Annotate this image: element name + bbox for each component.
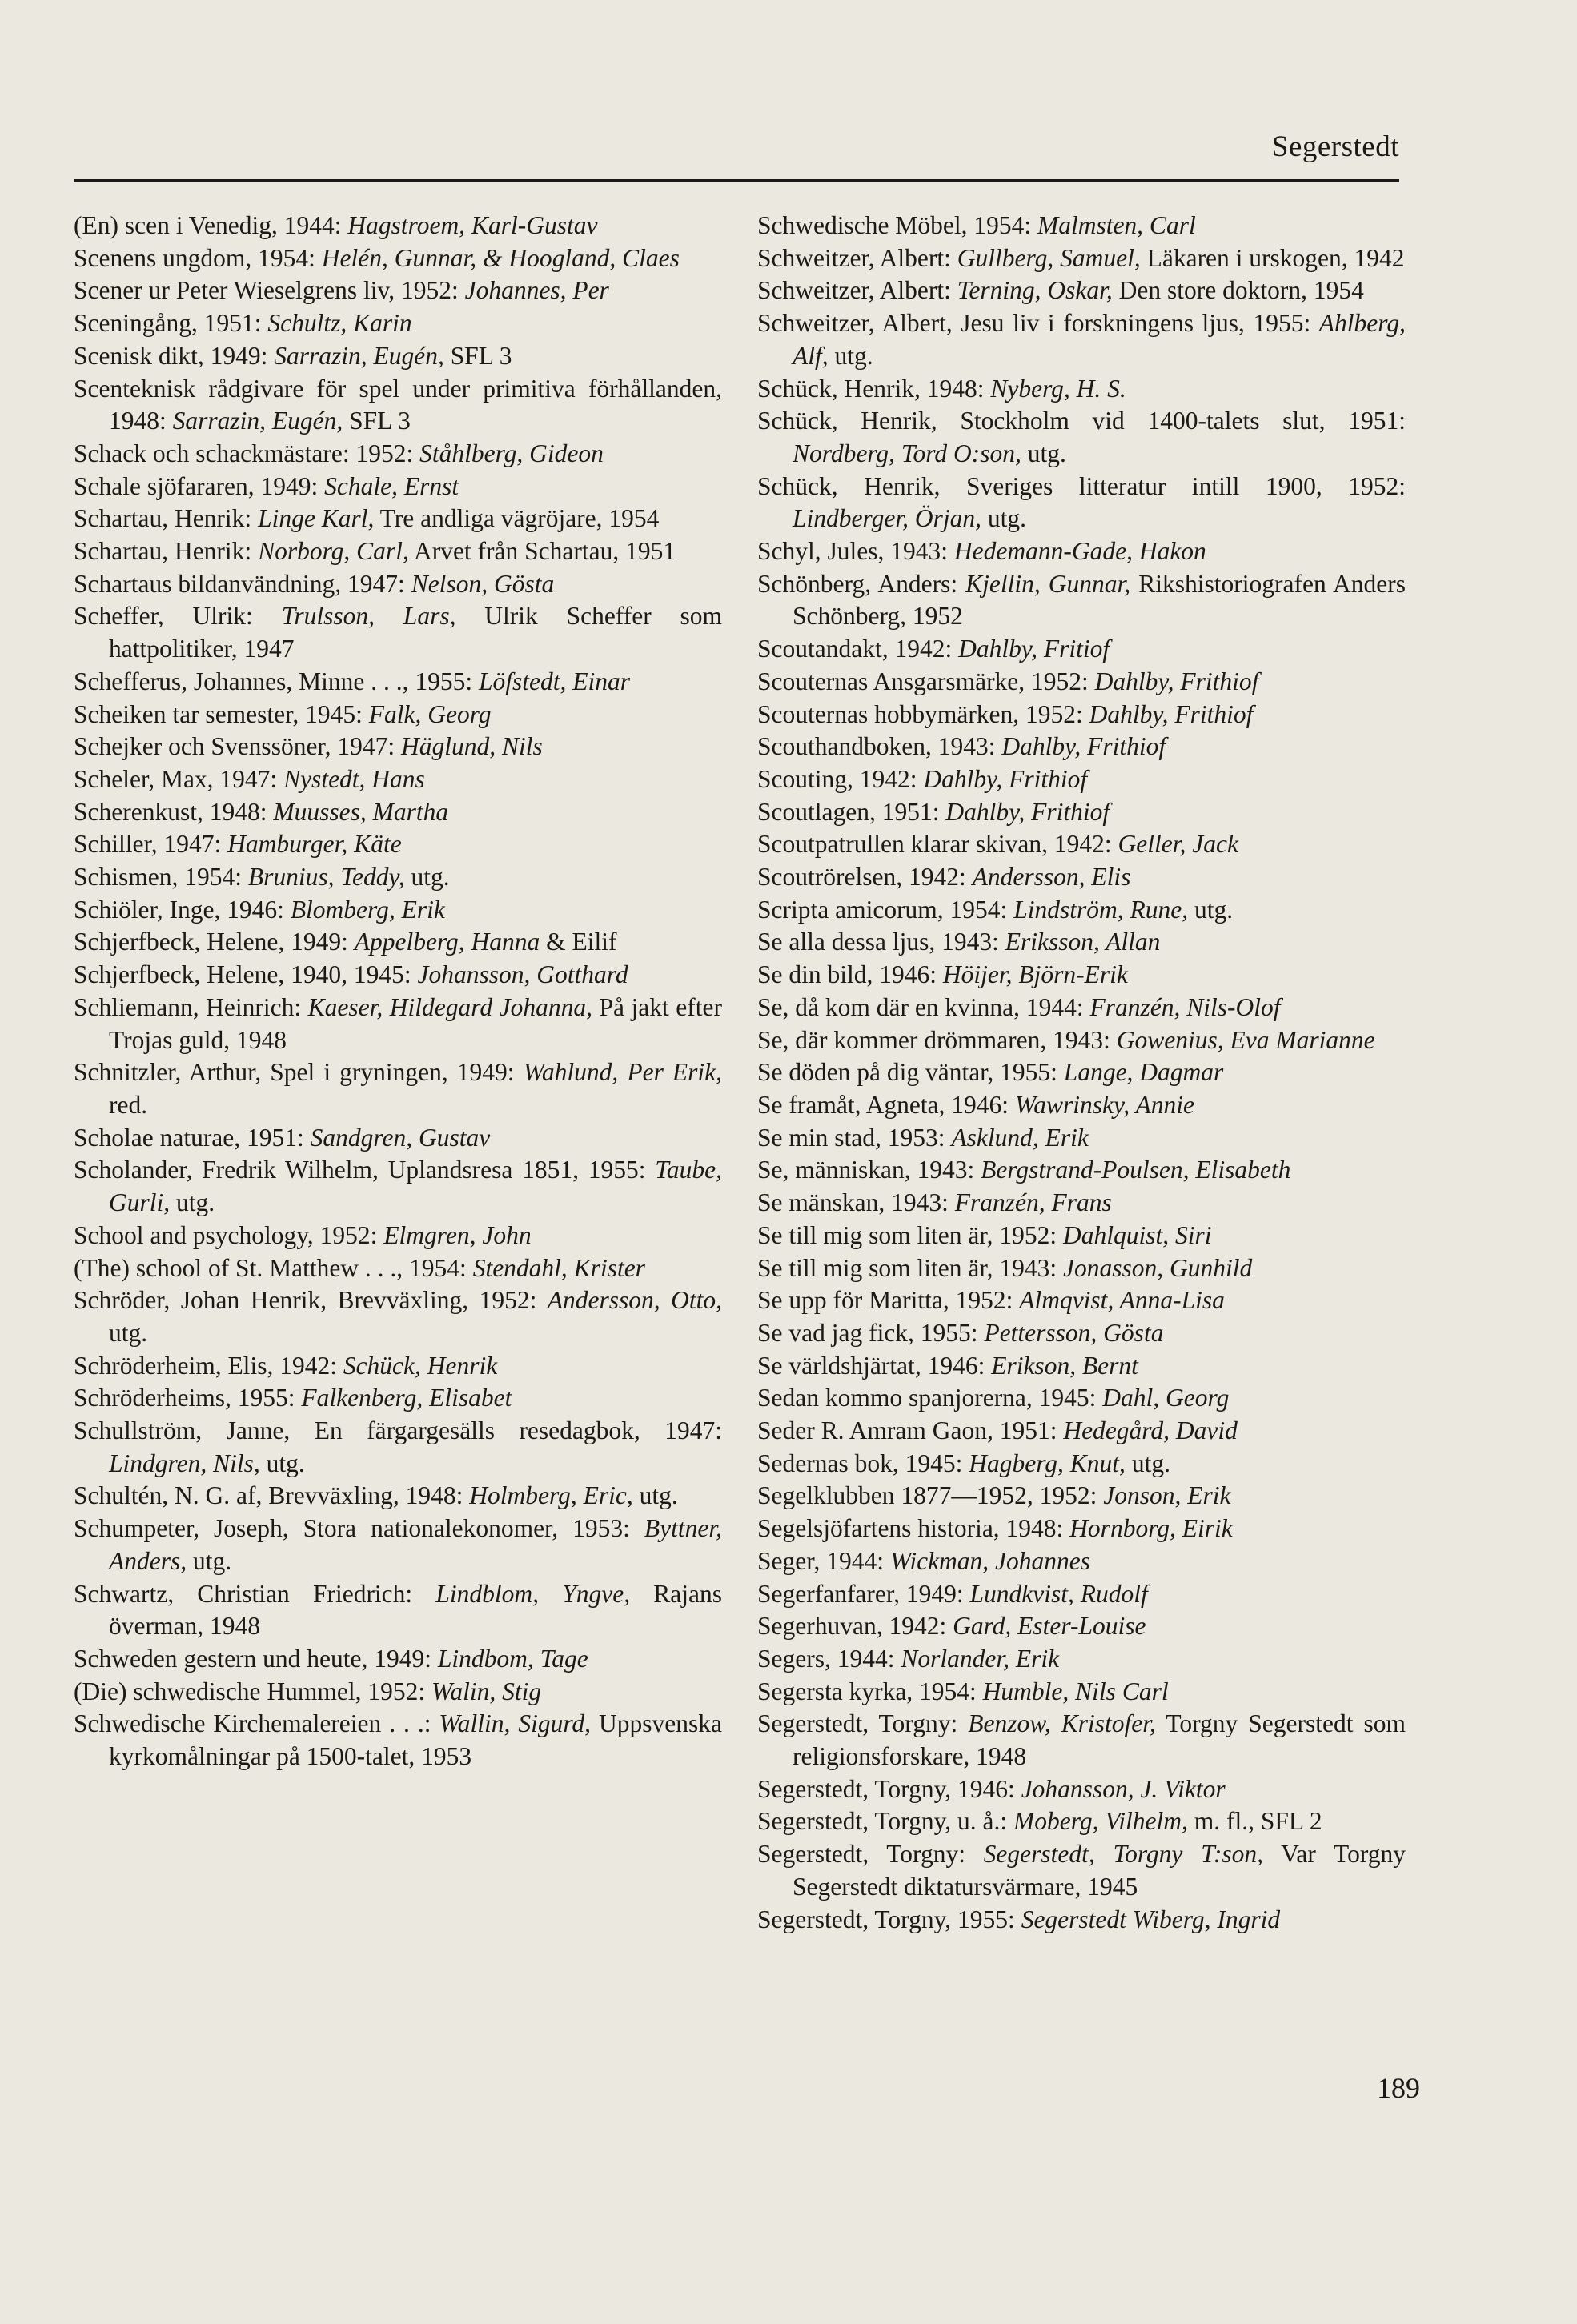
index-entry [74,503,722,535]
entry-author: Lundkvist, Rudolf [969,1579,1148,1608]
entry-title: Scheler, Max, 1947: [74,764,284,793]
entry-title: Sedernas bok, 1945: [757,1448,969,1477]
index-entry [757,274,1406,307]
entry-title: Se mänskan, 1943: [757,1188,955,1217]
entry-title: Scenteknisk rådgivare för spel under primitiva förhållanden, 1948: [74,374,722,435]
index-entry [757,1154,1406,1187]
index-entry [74,1252,722,1285]
entry-author: Gullberg, Samuel, [957,243,1141,272]
entry-author: Holmberg, Eric, [469,1481,633,1510]
entry-author: Almqvist, Anna-Lisa [1019,1286,1225,1315]
entry-note: & Eilif [540,928,617,956]
entry-title: Se alla dessa ljus, 1943: [757,928,1005,956]
entry-author: Walin, Stig [431,1677,542,1705]
index-entry [74,1122,722,1155]
index-entry [757,1448,1406,1481]
index-entry [74,1480,722,1513]
index-entry [757,699,1406,731]
entry-title: Schullström, Janne, En färgargesälls resedagbok, 1947: [74,1416,722,1445]
index-entry [757,1838,1406,1903]
entry-author: Lange, Dagmar [1063,1058,1224,1087]
index-entry [757,568,1406,633]
entry-title: Schröderheims, 1955: [74,1384,302,1412]
entry-author: Blomberg, Erik [290,895,445,924]
entry-author: Dahlby, Frithiof [1001,732,1166,761]
running-head: Segerstedt [1271,130,1399,163]
index-entry [757,1415,1406,1448]
entry-author: Nelson, Gösta [411,569,555,598]
entry-title: Schartau, Henrik: [74,504,259,533]
page-number: 189 [1377,2072,1420,2104]
entry-author: Linge Karl, [258,504,375,533]
entry-title: Schliemann, Heinrich: [74,992,308,1021]
entry-author: Hamburger, Käte [227,830,402,859]
entry-title: Se upp för Maritta, 1952: [757,1286,1020,1315]
index-entry [74,1220,722,1252]
entry-title: Se framåt, Agneta, 1946: [757,1090,1015,1119]
header-rule [74,179,1399,182]
entry-author: Dahlby, Fritiof [958,635,1110,663]
entry-title: Scheiken tar semester, 1945: [74,699,369,728]
index-entry [74,535,722,568]
index-entry [74,796,722,829]
entry-title: Schismen, 1954: [74,863,248,892]
entry-note: Rikshistoriografen Anders Schönberg, 1952 [793,569,1406,631]
index-entry [74,926,722,959]
index-entry [757,1382,1406,1415]
index-entry [757,535,1406,568]
entry-title: Scholander, Fredrik Wilhelm, Uplandsresa 1851, 1955: [74,1156,656,1184]
entry-author: Sandgren, Gustav [310,1123,491,1152]
entry-author: Wawrinsky, Annie [1014,1090,1194,1119]
entry-title: Schwedische Kirchemalereien . . .: [74,1709,439,1738]
entry-author: Ståhlberg, Gideon [419,439,604,467]
entry-author: Franzén, Frans [954,1188,1112,1217]
index-entry [74,894,722,927]
index-entry [74,1676,722,1709]
entry-note: Arvet från Schartau, 1951 [408,537,676,566]
entry-title: Schyl, Jules, 1943: [757,537,954,566]
entry-note: Ulrik Scheffer som hattpolitiker, 1947 [109,602,722,663]
entry-title: Segerstedt, Torgny, 1955: [757,1905,1021,1933]
index-entry [757,763,1406,796]
index-entry [74,959,722,992]
entry-author: Benzow, Kristofer, [968,1709,1156,1738]
index-entry [74,1382,722,1415]
entry-author: Malmsten, Carl [1037,211,1196,239]
index-entry [757,959,1406,992]
index-entry [74,307,722,340]
entry-author: Dahlquist, Siri [1062,1220,1212,1249]
entry-title: Segerfanfarer, 1949: [757,1579,970,1608]
entry-title: (Die) schwedische Hummel, 1952: [74,1677,432,1705]
index-entry [757,307,1406,372]
entry-author: Helén, Gunnar, & Hoogland, Claes [321,243,680,272]
entry-author: Pettersson, Gösta [984,1318,1164,1347]
entry-author: Terning, Oskar, [957,276,1113,305]
index-entry [757,1610,1406,1643]
index-entry [74,373,722,438]
entry-author: Schale, Ernst [324,471,459,500]
entry-author: Segerstedt, Torgny T:son, [983,1840,1264,1869]
index-entry [757,1056,1406,1089]
entry-author: Hagstroem, Karl-Gustav [347,211,598,239]
index-entry [757,1220,1406,1252]
entry-title: Segerhuvan, 1942: [757,1612,953,1641]
entry-note: utg. [1188,895,1234,924]
entry-author: Geller, Jack [1118,830,1238,859]
entry-note: utg. [981,504,1026,533]
entry-title: Scholae naturae, 1951: [74,1123,311,1152]
entry-note: Den store doktorn, 1954 [1112,276,1364,305]
entry-author: Bergstrand-Poulsen, Elisabeth [981,1156,1291,1184]
index-entry [74,828,722,861]
entry-author: Hedemann-Gade, Hakon [953,537,1206,566]
entry-author: Kjellin, Gunnar, [965,569,1131,598]
entry-author: Häglund, Nils [401,732,543,761]
entry-author: Trulsson, Lars, [281,602,456,631]
index-entry [757,926,1406,959]
entry-note: Torgny Segerstedt som religionsforskare, 1948 [793,1709,1406,1771]
entry-author: Dahlby, Frithiof [945,797,1110,826]
index-entry [74,1708,722,1773]
entry-title: Se, människan, 1943: [757,1156,981,1184]
entry-note: m. fl., SFL 2 [1187,1807,1322,1836]
entry-title: Schiller, 1947: [74,830,228,859]
index-entry [74,666,722,699]
entry-title: Segelklubben 1877—1952, 1952: [757,1481,1104,1510]
entry-author: Johannes, Per [464,276,609,305]
entry-title: Seger, 1944: [757,1546,890,1575]
entry-title: Scheffer, Ulrik: [74,602,282,631]
entry-title: Scouternas Ansgarsmärke, 1952: [757,667,1095,695]
entry-author: Erikson, Bernt [991,1351,1138,1380]
entry-title: Scouting, 1942: [757,764,924,793]
index-entry [74,992,722,1056]
entry-author: Jonson, Erik [1103,1481,1231,1510]
entry-author: Andersson, Otto, [547,1286,722,1315]
entry-author: Johansson, Gotthard [417,960,628,989]
index-entry [74,763,722,796]
index-entry [74,340,722,373]
index-entry [757,1643,1406,1676]
entry-title: Schück, Henrik, Stockholm vid 1400-talets slut, 1951: [757,407,1406,435]
index-entry [757,861,1406,894]
entry-title: Sceningång, 1951: [74,309,268,338]
entry-title: Se, där kommer drömmaren, 1943: [757,1025,1117,1054]
entry-author: Hedegård, David [1063,1416,1238,1445]
entry-author: Norlander, Erik [901,1644,1060,1673]
entry-author: Andersson, Elis [972,863,1131,892]
entry-title: Schweitzer, Albert: [757,243,957,272]
entry-author: Dahlby, Frithiof [923,764,1088,793]
entry-author: Nyberg, H. S. [990,374,1126,403]
index-entry [74,1513,722,1577]
entry-title: Scripta amicorum, 1954: [757,895,1014,924]
entry-title: Schwartz, Christian Friedrich: [74,1579,436,1608]
entry-note: utg. [109,1318,148,1347]
entry-author: Nordberg, Tord O:son, [793,439,1021,467]
entry-title: Segerstedt, Torgny: [757,1709,969,1738]
entry-title: Schultén, N. G. af, Brevväxling, 1948: [74,1481,470,1510]
entry-author: Dahlby, Frithiof [1094,667,1259,695]
entry-author: Schultz, Karin [267,309,412,338]
entry-note: Läkaren i urskogen, 1942 [1140,243,1405,272]
entry-author: Gowenius, Eva Marianne [1116,1025,1375,1054]
left-column [74,210,722,1773]
entry-author: Lindberger, Örjan, [793,504,981,533]
entry-author: Lindblom, Yngve, [435,1579,631,1608]
entry-title: Scoutrörelsen, 1942: [757,863,973,892]
entry-author: Byttner, Anders, [109,1514,722,1575]
entry-title: Se döden på dig väntar, 1955: [757,1058,1064,1087]
entry-title: Se vad jag fick, 1955: [757,1318,985,1347]
index-entry [74,1056,722,1121]
index-entry [757,1676,1406,1709]
index-entry [757,1513,1406,1545]
entry-title: Schück, Henrik, 1948: [757,374,991,403]
entry-title: Se till mig som liten är, 1943: [757,1253,1063,1282]
index-entry [757,1805,1406,1838]
entry-author: Lindbom, Tage [437,1644,588,1673]
entry-note: utg. [632,1481,678,1510]
entry-author: Dahl, Georg [1102,1384,1230,1412]
entry-title: Scouternas hobbymärken, 1952: [757,699,1089,728]
entry-title: Schwedische Möbel, 1954: [757,211,1037,239]
entry-title: Scener ur Peter Wieselgrens liv, 1952: [74,276,465,305]
entry-author: Wickman, Johannes [889,1546,1091,1575]
index-entry [74,471,722,503]
index-entry [74,699,722,731]
entry-note: Uppsvenska kyrkomålningar på 1500-talet, 1953 [109,1709,722,1771]
entry-author: Wallin, Sigurd, [439,1709,592,1738]
entry-title: Scoutpatrullen klarar skivan, 1942: [757,830,1118,859]
entry-author: Lindström, Rune, [1013,895,1189,924]
index-entry [74,1578,722,1643]
entry-title: Se din bild, 1946: [757,960,943,989]
entry-title: Schnitzler, Arthur, Spel i gryningen, 1949: [74,1058,524,1087]
index-entry [757,1024,1406,1057]
entry-note: red. [109,1090,148,1119]
index-entry [757,1317,1406,1350]
entry-author: Hornborg, Eirik [1069,1514,1233,1543]
entry-title: Schartaus bildanvändning, 1947: [74,569,411,598]
entry-title: Se min stad, 1953: [757,1123,952,1152]
index-entry [757,373,1406,406]
entry-author: Johansson, J. Viktor [1021,1774,1226,1803]
entry-note: SFL 3 [443,341,512,370]
index-entry [74,568,722,601]
entry-title: Scouthandboken, 1943: [757,732,1002,761]
entry-title: Segerstedt, Torgny, u. å.: [757,1807,1014,1836]
entry-author: Sarrazin, Eugén, [172,407,343,435]
entry-note: utg. [259,1448,305,1477]
entry-note: Rajans överman, 1948 [109,1579,723,1641]
entry-author: Appelberg, Hanna [354,928,540,956]
entry-author: Sarrazin, Eugén, [274,341,444,370]
index-entry [757,992,1406,1024]
entry-title: School and psychology, 1952: [74,1220,384,1249]
index-entry [757,1904,1406,1937]
entry-title: Se, då kom där en kvinna, 1944: [757,992,1090,1021]
entry-title: Schönberg, Anders: [757,569,966,598]
index-entry [757,1708,1406,1773]
index-entry [757,894,1406,927]
entry-author: Jonasson, Gunhild [1062,1253,1253,1282]
entry-author: Taube, Gurli, [109,1156,722,1217]
entry-note: På jakt efter Trojas guld, 1948 [109,992,722,1054]
entry-title: Schack och schackmästare: 1952: [74,439,420,467]
entry-author: Schück, Henrik [343,1351,498,1380]
entry-note: utg. [170,1188,215,1217]
entry-title: Se till mig som liten är, 1952: [757,1220,1063,1249]
entry-author: Muusses, Martha [273,797,449,826]
index-entry [757,210,1406,242]
entry-title: Segersta kyrka, 1954: [757,1677,983,1705]
entry-title: Schweitzer, Albert: [757,276,957,305]
entry-note: utg. [187,1546,232,1575]
index-entry [74,242,722,275]
index-entry [74,1350,722,1383]
index-entry [74,731,722,763]
index-entry [757,633,1406,666]
entry-title: Schiöler, Inge, 1946: [74,895,291,924]
entry-title: Schefferus, Johannes, Minne . . ., 1955: [74,667,479,695]
entry-title: Schejker och Svenssöner, 1947: [74,732,402,761]
index-entry [757,1252,1406,1285]
entry-author: Brunius, Teddy, [247,863,405,892]
entry-title: Segers, 1944: [757,1644,901,1673]
entry-author: Hagberg, Knut, [969,1448,1126,1477]
entry-title: Scoutandakt, 1942: [757,635,959,663]
entry-title: Scherenkust, 1948: [74,797,274,826]
entry-author: Moberg, Vilhelm, [1013,1807,1188,1836]
entry-note: SFL 3 [343,407,411,435]
entry-title: (The) school of St. Matthew . . ., 1954: [74,1253,473,1282]
entry-title: Scenisk dikt, 1949: [74,341,275,370]
index-entry [757,1284,1406,1317]
entry-author: Kaeser, Hildegard Johanna, [307,992,592,1021]
entry-author: Eriksson, Allan [1005,928,1161,956]
index-entry [757,405,1406,470]
entry-title: Schumpeter, Joseph, Stora nationalekonomer, 1953: [74,1514,644,1543]
entry-author: Franzén, Nils-Olof [1089,992,1281,1021]
entry-title: Schröderheim, Elis, 1942: [74,1351,343,1380]
entry-author: Höijer, Björn-Erik [942,960,1128,989]
entry-author: Segerstedt Wiberg, Ingrid [1021,1905,1281,1933]
entry-title: Sedan kommo spanjorerna, 1945: [757,1384,1103,1412]
index-entry [757,796,1406,829]
index-entry [757,1089,1406,1122]
index-entry [757,1578,1406,1611]
entry-author: Lindgren, Nils, [109,1448,260,1477]
right-column [757,210,1406,1936]
entry-title: Schweden gestern und heute, 1949: [74,1644,438,1673]
index-entry [757,242,1406,275]
entry-author: Falk, Georg [368,699,492,728]
entry-author: Nystedt, Hans [283,764,425,793]
entry-title: Schröder, Johan Henrik, Brevväxling, 1952: [74,1286,548,1315]
index-entry [757,1187,1406,1220]
index-entry [757,666,1406,699]
entry-title: Schjerfbeck, Helene, 1940, 1945: [74,960,418,989]
entry-author: Dahlby, Frithiof [1089,699,1254,728]
entry-author: Norborg, Carl, [258,537,409,566]
entry-title: Segelsjöfartens historia, 1948: [757,1514,1070,1543]
entry-title: Seder R. Amram Gaon, 1951: [757,1416,1064,1445]
index-entry [74,1284,722,1349]
index-entry [757,731,1406,763]
entry-note: utg. [404,863,450,892]
entry-note: utg. [828,341,873,370]
entry-note: Tre andliga vägröjare, 1954 [374,504,660,533]
entry-author: Gard, Ester-Louise [953,1612,1146,1641]
index-entry [74,1415,722,1480]
index-entry [74,274,722,307]
entry-title: Schartau, Henrik: [74,537,259,566]
entry-title: Scenens ungdom, 1954: [74,243,322,272]
entry-title: Schück, Henrik, Sveriges litteratur intill 1900, 1952: [757,471,1406,500]
entry-author: Asklund, Erik [951,1123,1089,1152]
entry-title: Schale sjöfararen, 1949: [74,471,325,500]
entry-title: Schjerfbeck, Helene, 1949: [74,928,355,956]
entry-author: Stendahl, Krister [472,1253,645,1282]
entry-author: Ahlberg, Alf, [793,309,1406,370]
entry-title: Segerstedt, Torgny: [757,1840,984,1869]
entry-author: Wahlund, Per Erik, [523,1058,722,1087]
index-entry [757,828,1406,861]
index-entry [74,1154,722,1219]
index-entry [757,1480,1406,1513]
index-entry [757,1545,1406,1578]
index-entry [74,210,722,242]
index-entry [757,1350,1406,1383]
index-entry [757,1773,1406,1806]
entry-author: Humble, Nils Carl [982,1677,1169,1705]
entry-author: Falkenberg, Elisabet [301,1384,512,1412]
index-entry [74,438,722,471]
entry-note: utg. [1021,439,1066,467]
entry-title: Se världshjärtat, 1946: [757,1351,992,1380]
entry-note: utg. [1125,1448,1170,1477]
index-entry [757,1122,1406,1155]
entry-title: Scoutlagen, 1951: [757,797,946,826]
entry-title: Segerstedt, Torgny, 1946: [757,1774,1021,1803]
entry-note: Var Torgny Segerstedt diktatursvärmare, 1945 [793,1840,1406,1901]
index-entry [74,1643,722,1676]
index-entry [74,600,722,665]
index-entry [757,471,1406,535]
entry-author: Elmgren, John [383,1220,532,1249]
entry-title: Schweitzer, Albert, Jesu liv i forskningens ljus, 1955: [757,309,1319,338]
entry-title: (En) scen i Venedig, 1944: [74,211,348,239]
entry-author: Löfstedt, Einar [478,667,630,695]
index-entry [74,861,722,894]
